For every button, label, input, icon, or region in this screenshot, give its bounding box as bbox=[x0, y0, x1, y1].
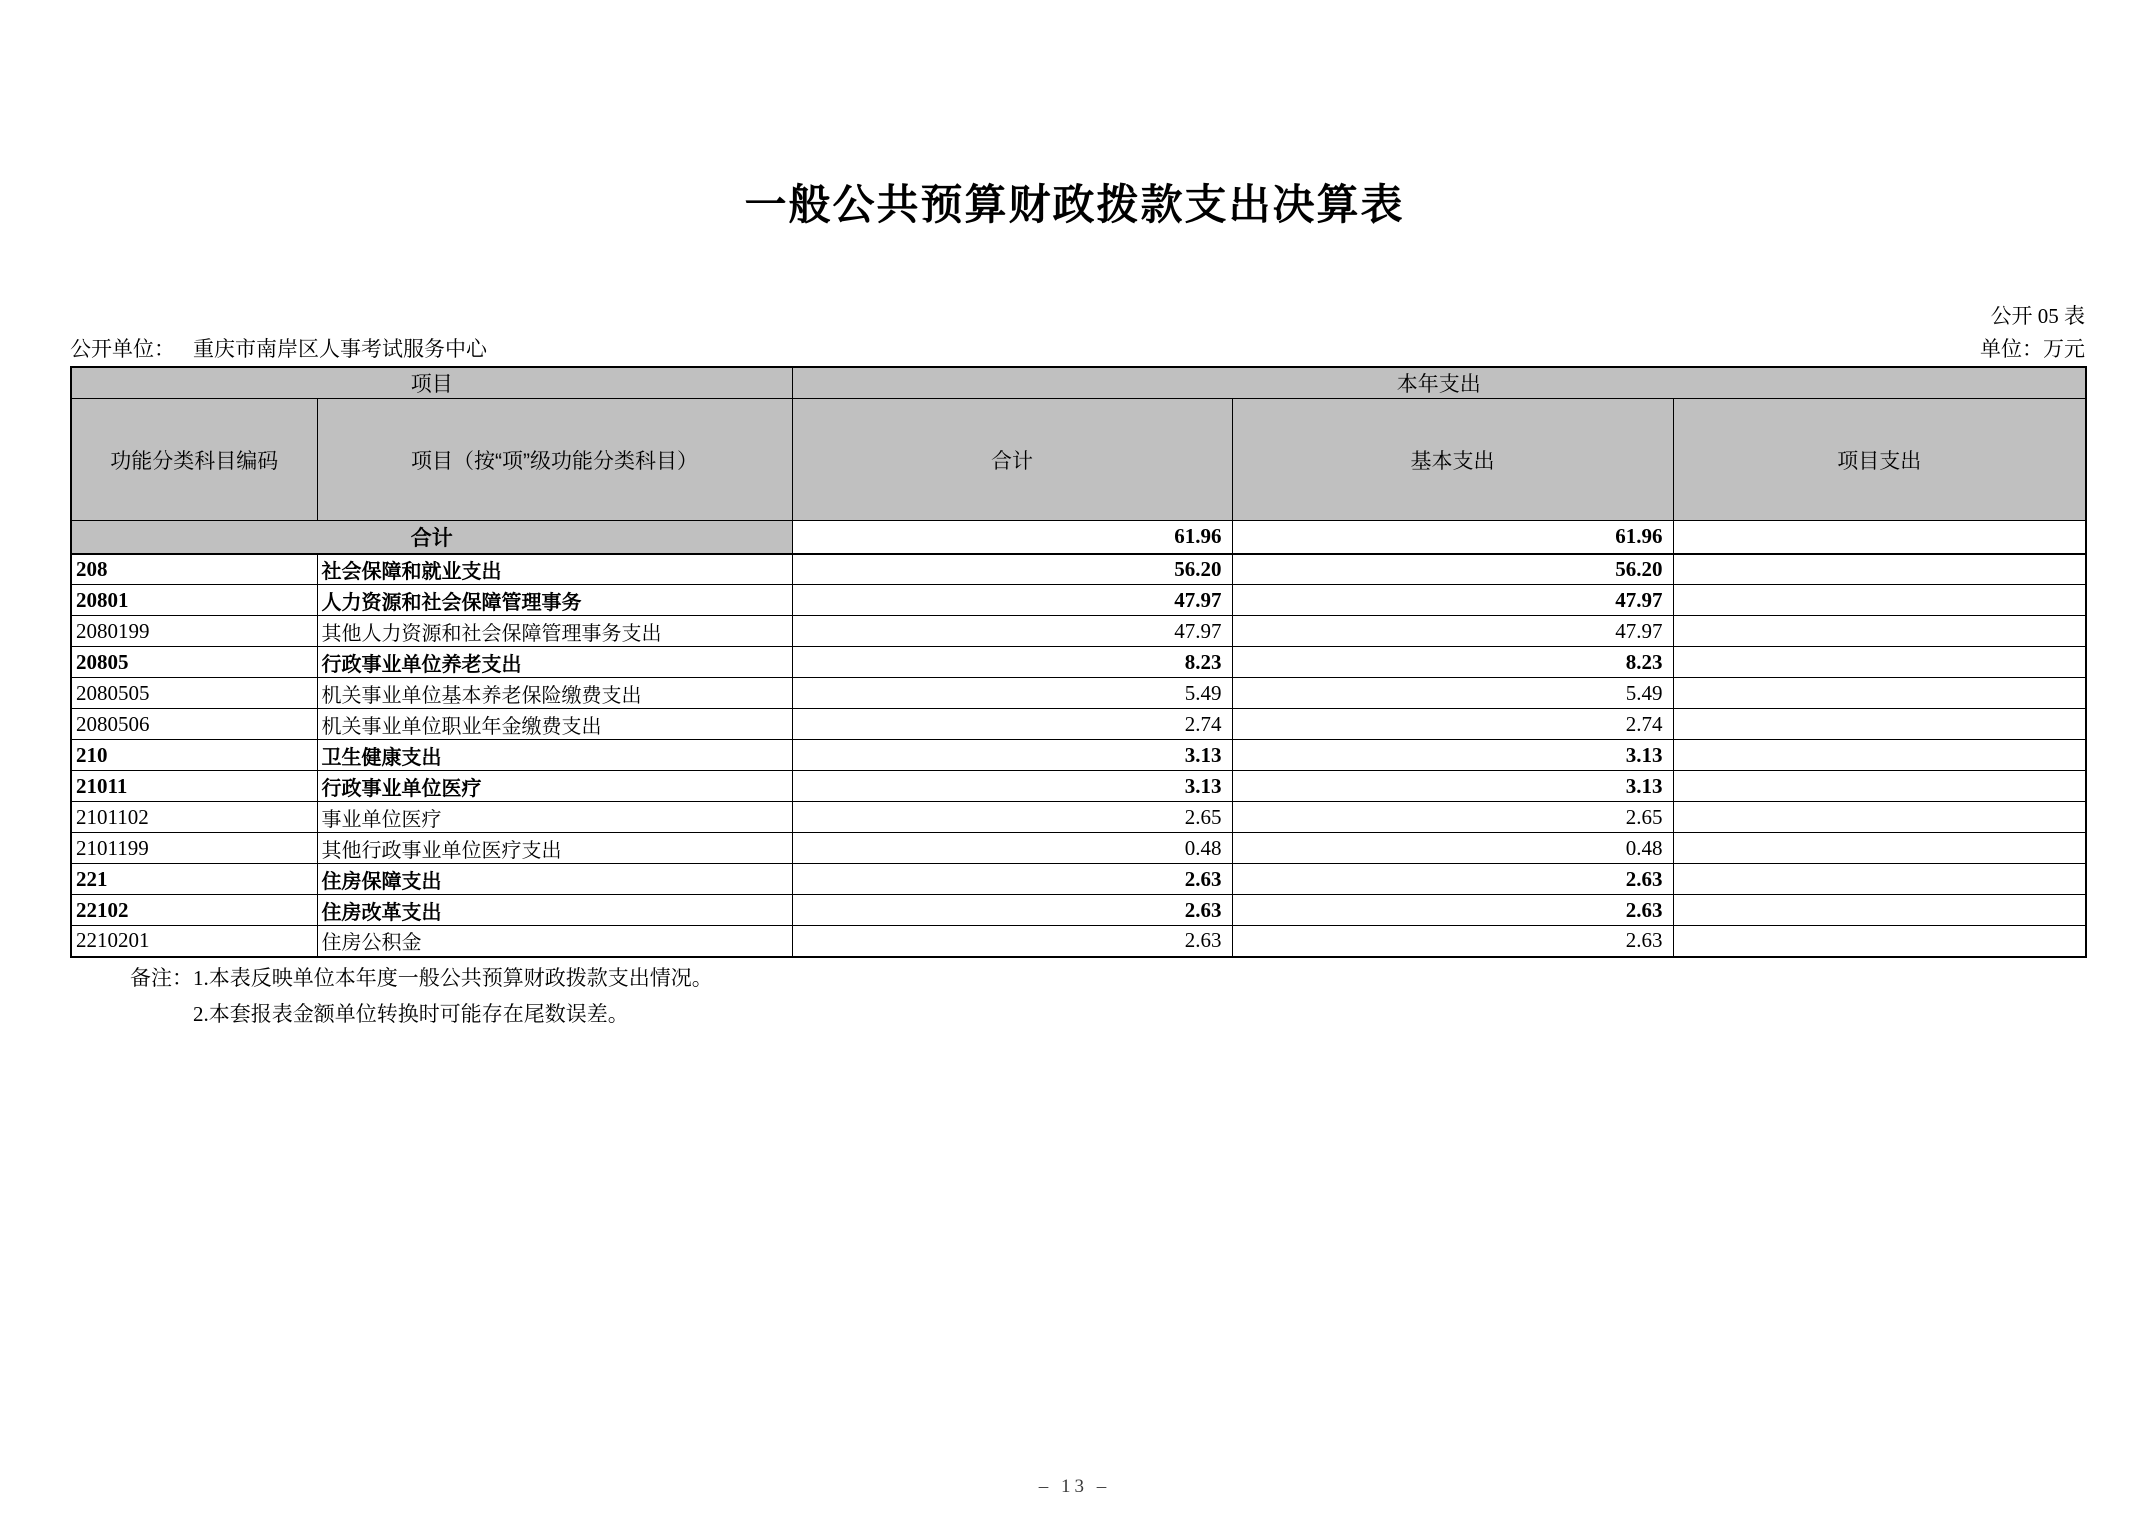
table-header-row bbox=[71, 399, 2086, 521]
row-basic: 8.23 bbox=[1232, 647, 1673, 678]
row-basic: 2.65 bbox=[1232, 802, 1673, 833]
row-project bbox=[1673, 554, 2086, 585]
total-row-total: 61.96 bbox=[792, 521, 1232, 554]
row-project bbox=[1673, 740, 2086, 771]
row-project bbox=[1673, 895, 2086, 926]
row-code: 20805 bbox=[71, 647, 317, 678]
header-total-column: 合计 bbox=[792, 399, 1232, 521]
row-project bbox=[1673, 709, 2086, 740]
row-total: 3.13 bbox=[792, 771, 1232, 802]
table-total-row bbox=[71, 521, 2086, 554]
row-name: 住房公积金 bbox=[317, 926, 792, 957]
table-row bbox=[71, 802, 2086, 833]
row-name: 其他人力资源和社会保障管理事务支出 bbox=[317, 616, 792, 647]
budget-table bbox=[70, 366, 2087, 958]
row-name: 社会保障和就业支出 bbox=[317, 554, 792, 585]
header-name-column: 项目（按“项”级功能分类科目） bbox=[317, 399, 792, 521]
row-basic: 56.20 bbox=[1232, 554, 1673, 585]
row-code: 21011 bbox=[71, 771, 317, 802]
page-number: – 13 – bbox=[1038, 1476, 1111, 1497]
row-total: 5.49 bbox=[792, 678, 1232, 709]
notes bbox=[130, 960, 713, 1032]
row-total: 2.65 bbox=[792, 802, 1232, 833]
header-project-group: 项目 bbox=[71, 367, 792, 399]
row-name: 卫生健康支出 bbox=[317, 740, 792, 771]
row-code: 22102 bbox=[71, 895, 317, 926]
table-header-group-row bbox=[71, 367, 2086, 399]
row-total: 2.63 bbox=[792, 926, 1232, 957]
row-name: 住房保障支出 bbox=[317, 864, 792, 895]
total-row-project bbox=[1673, 521, 2086, 554]
row-name: 事业单位医疗 bbox=[317, 802, 792, 833]
row-basic: 2.63 bbox=[1232, 895, 1673, 926]
publishing-unit-label: 公开单位： bbox=[70, 337, 175, 361]
row-basic: 2.74 bbox=[1232, 709, 1673, 740]
row-project bbox=[1673, 678, 2086, 709]
table-row bbox=[71, 616, 2086, 647]
row-basic: 3.13 bbox=[1232, 740, 1673, 771]
table-row bbox=[71, 864, 2086, 895]
row-name: 机关事业单位职业年金缴费支出 bbox=[317, 709, 792, 740]
table-row bbox=[71, 709, 2086, 740]
row-code: 2101199 bbox=[71, 833, 317, 864]
row-code: 221 bbox=[71, 864, 317, 895]
header-basic-column: 基本支出 bbox=[1232, 399, 1673, 521]
total-row-basic: 61.96 bbox=[1232, 521, 1673, 554]
row-total: 47.97 bbox=[792, 616, 1232, 647]
meta-line bbox=[70, 333, 2085, 363]
table-row bbox=[71, 554, 2086, 585]
table-row bbox=[71, 926, 2086, 957]
row-basic: 47.97 bbox=[1232, 585, 1673, 616]
row-name: 行政事业单位养老支出 bbox=[317, 647, 792, 678]
table-row bbox=[71, 740, 2086, 771]
money-unit-label: 单位：万元 bbox=[1980, 337, 2085, 361]
row-project bbox=[1673, 802, 2086, 833]
row-total: 2.63 bbox=[792, 864, 1232, 895]
header-code-column: 功能分类科目编码 bbox=[71, 399, 317, 521]
table-number-label: 公开 05 表 bbox=[1990, 304, 2085, 328]
row-name: 住房改革支出 bbox=[317, 895, 792, 926]
table-row bbox=[71, 771, 2086, 802]
row-code: 2101102 bbox=[71, 802, 317, 833]
note-line-1: 1.本表反映单位本年度一般公共预算财政拨款支出情况。 bbox=[193, 966, 713, 990]
row-total: 2.74 bbox=[792, 709, 1232, 740]
row-project bbox=[1673, 926, 2086, 957]
row-basic: 5.49 bbox=[1232, 678, 1673, 709]
table-row bbox=[71, 647, 2086, 678]
row-total: 47.97 bbox=[792, 585, 1232, 616]
row-total: 0.48 bbox=[792, 833, 1232, 864]
notes-lines bbox=[193, 960, 713, 1032]
row-code: 208 bbox=[71, 554, 317, 585]
row-total: 2.63 bbox=[792, 895, 1232, 926]
row-basic: 2.63 bbox=[1232, 926, 1673, 957]
row-name: 行政事业单位医疗 bbox=[317, 771, 792, 802]
row-project bbox=[1673, 864, 2086, 895]
note-line-2: 2.本套报表金额单位转换时可能存在尾数误差。 bbox=[193, 1002, 629, 1026]
row-code: 2210201 bbox=[71, 926, 317, 957]
row-total: 56.20 bbox=[792, 554, 1232, 585]
row-name: 人力资源和社会保障管理事务 bbox=[317, 585, 792, 616]
row-basic: 47.97 bbox=[1232, 616, 1673, 647]
table-row bbox=[71, 585, 2086, 616]
row-basic: 3.13 bbox=[1232, 771, 1673, 802]
row-code: 2080506 bbox=[71, 709, 317, 740]
table-row bbox=[71, 895, 2086, 926]
page-title: 一般公共预算财政拨款支出决算表 bbox=[744, 181, 1405, 228]
row-total: 3.13 bbox=[792, 740, 1232, 771]
publishing-unit-name: 重庆市南岸区人事考试服务中心 bbox=[193, 337, 487, 361]
row-basic: 2.63 bbox=[1232, 864, 1673, 895]
row-code: 20801 bbox=[71, 585, 317, 616]
total-row-label: 合计 bbox=[71, 521, 792, 554]
row-project bbox=[1673, 647, 2086, 678]
notes-label: 备注： bbox=[130, 966, 193, 990]
row-project bbox=[1673, 833, 2086, 864]
row-basic: 0.48 bbox=[1232, 833, 1673, 864]
header-current-year-group: 本年支出 bbox=[792, 367, 2086, 399]
row-name: 机关事业单位基本养老保险缴费支出 bbox=[317, 678, 792, 709]
header-project-column: 项目支出 bbox=[1673, 399, 2086, 521]
row-project bbox=[1673, 616, 2086, 647]
row-project bbox=[1673, 771, 2086, 802]
table-row bbox=[71, 678, 2086, 709]
row-code: 2080199 bbox=[71, 616, 317, 647]
row-project bbox=[1673, 585, 2086, 616]
row-code: 2080505 bbox=[71, 678, 317, 709]
publishing-unit bbox=[70, 333, 487, 363]
row-code: 210 bbox=[71, 740, 317, 771]
table-row bbox=[71, 833, 2086, 864]
row-total: 8.23 bbox=[792, 647, 1232, 678]
row-name: 其他行政事业单位医疗支出 bbox=[317, 833, 792, 864]
